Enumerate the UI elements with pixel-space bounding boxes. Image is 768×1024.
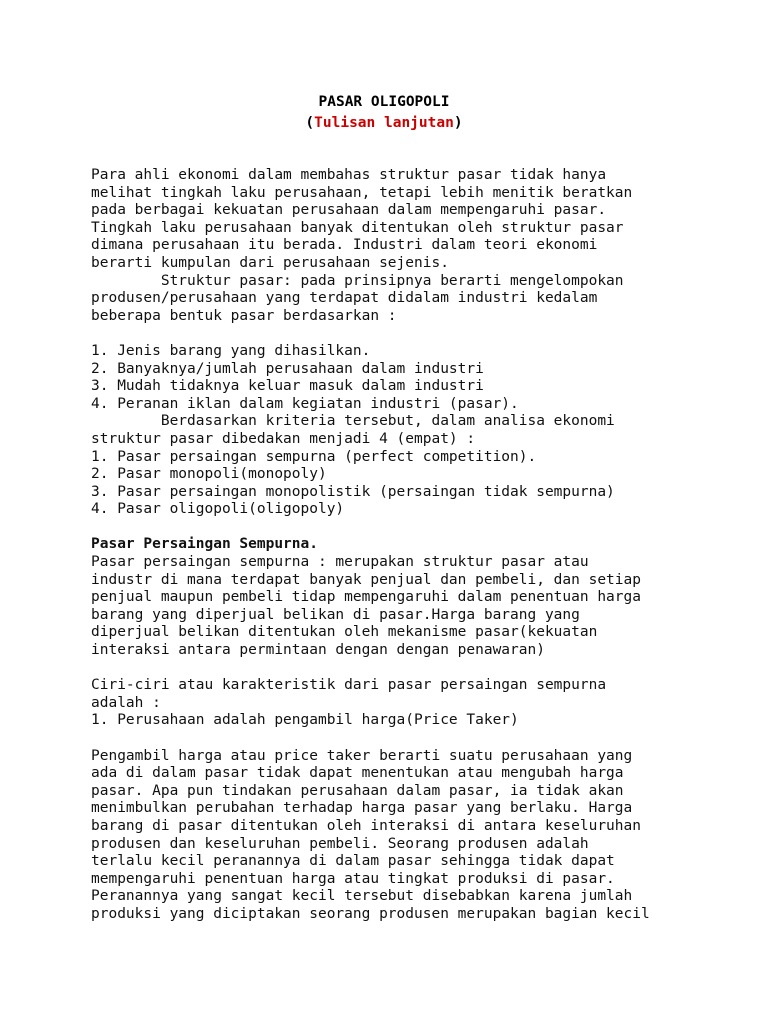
- body-line: beberapa bentuk pasar berdasarkan :: [91, 307, 397, 324]
- body-line: Pengambil harga atau price taker berarti suatu perusahaan yang: [91, 747, 633, 764]
- list-item: 1. Jenis barang yang dihasilkan.: [91, 342, 371, 359]
- body-line: Berdasarkan kriteria tersebut, dalam analisa ekonomi: [91, 413, 615, 430]
- body-line: industr di mana terdapat banyak penjual dan pembeli, dan setiap: [91, 571, 641, 588]
- body-line: Tingkah laku perusahaan banyak ditentukan oleh struktur pasar: [91, 219, 624, 236]
- subtitle-close-paren: ): [453, 115, 463, 131]
- blank-line: [91, 660, 731, 678]
- body-line: penjual maupun pembeli tidap mempengaruhi dalam penentuan harga: [91, 589, 641, 606]
- body-line: melihat tingkah laku perusahaan, tetapi lebih menitik beratkan: [91, 184, 633, 201]
- body-line: diperjual belikan ditentukan oleh mekanisme pasar(kekuatan: [91, 624, 598, 641]
- body-line: interaksi antara permintaan dengan dengan penawaran): [91, 642, 545, 659]
- list-item: 4. Peranan iklan dalam kegiatan industri (pasar).: [91, 395, 519, 412]
- body-line: Para ahli ekonomi dalam membahas struktur pasar tidak hanya: [91, 167, 607, 183]
- body-line: ada di dalam pasar tidak dapat menentukan atau mengubah harga: [91, 765, 624, 782]
- body-line: produksi yang diciptakan seorang produsen merupakan bagian kecil: [91, 905, 650, 922]
- document-body: [91, 167, 731, 924]
- body-line: barang yang diperjual belikan di pasar.Harga barang yang: [91, 606, 580, 623]
- body-line: produsen dan keseluruhan pembeli. Seorang produsen adalah: [91, 835, 589, 852]
- body-line: Pasar persaingan sempurna : merupakan struktur pasar atau: [91, 554, 589, 571]
- body-line: dimana perusahaan itu berada. Industri dalam teori ekonomi: [91, 237, 598, 254]
- list-item: 1. Perusahaan adalah pengambil harga(Price Taker): [91, 712, 519, 729]
- list-item: 4. Pasar oligopoli(oligopoly): [91, 501, 345, 518]
- list-item: 1. Pasar persaingan sempurna (perfect competition).: [91, 448, 537, 465]
- body-line: terlalu kecil peranannya di dalam pasar sehingga tidak dapat: [91, 853, 615, 870]
- body-line: berarti kumpulan dari perusahaan sejenis.: [91, 254, 449, 271]
- list-item: 3. Mudah tidaknya keluar masuk dalam industri: [91, 378, 484, 395]
- body-line: pada berbagai kekuatan perusahaan dalam mempengaruhi pasar.: [91, 202, 607, 219]
- body-line: Struktur pasar: pada prinsipnya berarti mengelompokan: [91, 272, 624, 289]
- blank-line: [91, 730, 731, 748]
- page-subtitle: [0, 114, 768, 132]
- list-item: 3. Pasar persaingan monopolistik (persaingan tidak sempurna): [91, 483, 615, 500]
- list-item: 2. Banyaknya/jumlah perusahaan dalam industri: [91, 360, 484, 377]
- body-line: adalah :: [91, 694, 161, 711]
- body-line: menimbulkan perubahan terhadap harga pasar yang berlaku. Harga: [91, 800, 633, 817]
- body-line: mempengaruhi penentuan harga atau tingkat produksi di pasar.: [91, 870, 615, 887]
- list-item: 2. Pasar monopoli(monopoly): [91, 466, 327, 483]
- body-line: barang di pasar ditentukan oleh interaksi di antara keseluruhan: [91, 817, 641, 834]
- body-line: struktur pasar dibedakan menjadi 4 (empat) :: [91, 430, 476, 447]
- page-title: PASAR OLIGOPOLI: [318, 94, 450, 110]
- body-line: produsen/perusahaan yang terdapat didalam industri kedalam: [91, 290, 598, 307]
- body-line: Peranannya yang sangat kecil tersebut disebabkan karena jumlah: [91, 888, 633, 905]
- subtitle-open-paren: (: [305, 115, 315, 131]
- body-line: Ciri-ciri atau karakteristik dari pasar persaingan sempurna: [91, 677, 607, 694]
- section-heading: Pasar Persaingan Sempurna.: [91, 536, 318, 553]
- blank-line: [91, 325, 731, 343]
- body-line: pasar. Apa pun tindakan perusahaan dalam pasar, ia tidak akan: [91, 782, 624, 799]
- subtitle-text: Tulisan lanjutan: [314, 115, 454, 131]
- blank-line: [91, 519, 731, 537]
